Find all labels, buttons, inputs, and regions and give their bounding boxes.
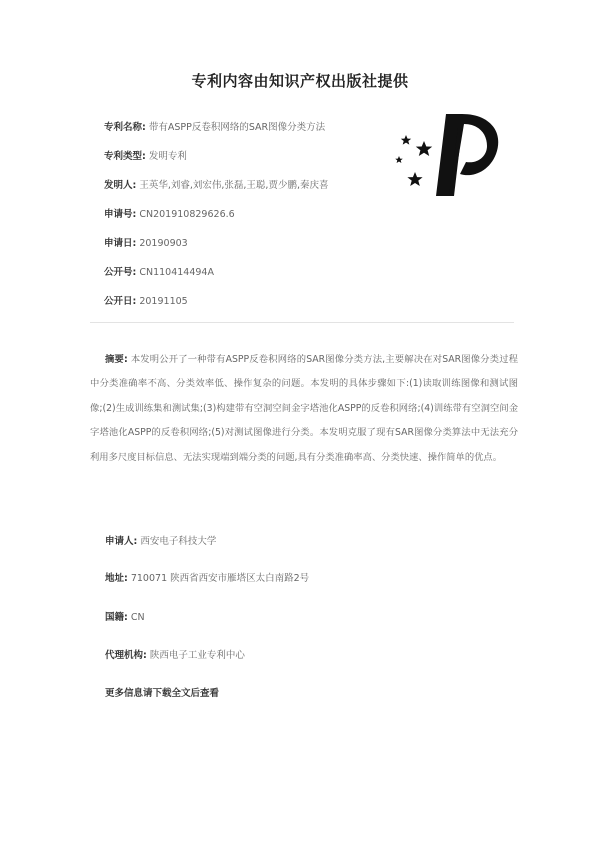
meta-label: 公开日: (104, 296, 137, 307)
meta-row-name (104, 120, 328, 149)
meta-row-publication-date (104, 294, 328, 323)
info-label: 申请人: (105, 536, 138, 547)
meta-label: 申请号: (104, 209, 137, 220)
star-icon (407, 172, 422, 186)
meta-row-application-date (104, 236, 328, 265)
meta-label: 专利名称: (104, 122, 146, 133)
meta-value: 发明专利 (148, 151, 187, 162)
info-label: 地址: (105, 573, 128, 584)
meta-value: 20190903 (139, 238, 188, 249)
info-label: 国籍: (105, 612, 128, 623)
agency-row (105, 648, 245, 663)
star-icon (395, 156, 403, 163)
letter-p-shape (436, 114, 498, 196)
meta-label: 专利类型: (104, 151, 146, 162)
section-divider (90, 322, 514, 323)
meta-value: CN201910829626.6 (139, 209, 235, 220)
meta-value: 20191105 (139, 296, 188, 307)
meta-row-application-number (104, 207, 328, 236)
info-label: 代理机构: (105, 650, 147, 661)
applicant-row (105, 534, 216, 549)
address-row (105, 571, 309, 586)
meta-row-inventors (104, 178, 328, 207)
meta-label: 申请日: (104, 238, 137, 249)
ip-office-logo-icon (392, 108, 508, 200)
meta-value: 带有ASPP反卷积网络的SAR图像分类方法 (148, 122, 326, 133)
abstract-section (90, 348, 518, 470)
page-title: 专利内容由知识产权出版社提供 (191, 72, 409, 90)
info-value: 陕西电子工业专利中心 (149, 650, 245, 661)
abstract-text: 本发明公开了一种带有ASPP反卷积网络的SAR图像分类方法,主要解决在对SAR图像分类过程中分类准确率不高、分类效率低、操作复杂的问题。本发明的具体步骤如下:(1)读取训练图像和测试图像;(2)生成训练集和测试集;(3)构建带有空洞空间金字塔池化ASPP的反卷积网络;(4)训练带有空洞空间金字塔池化ASPP的反卷积网络;(5)对测试图像进行分类。本发明克服了现有SAR图像分类算法中无法充分利用多尺度目标信息、无法实现端到端分类的问题,具有分类准确率高、分类快速、操作简单的优点。 (90, 354, 518, 463)
info-value: 西安电子科技大学 (140, 536, 217, 547)
meta-value: 王英华,刘睿,刘宏伟,张磊,王聪,贾少鹏,秦庆喜 (139, 180, 329, 191)
patent-meta (104, 120, 328, 323)
meta-label: 发明人: (104, 180, 137, 191)
info-value: CN (130, 612, 145, 623)
info-value: 710071 陕西省西安市雁塔区太白南路2号 (130, 573, 310, 584)
meta-row-publication-number (104, 265, 328, 294)
meta-row-type (104, 149, 328, 178)
star-icon (401, 135, 411, 145)
abstract-label: 摘要: (105, 354, 128, 365)
nationality-row (105, 610, 145, 625)
star-icon (416, 141, 432, 156)
meta-label: 公开号: (104, 267, 137, 278)
more-info-note: 更多信息请下载全文后查看 (105, 688, 220, 699)
meta-value: CN110414494A (139, 267, 214, 278)
